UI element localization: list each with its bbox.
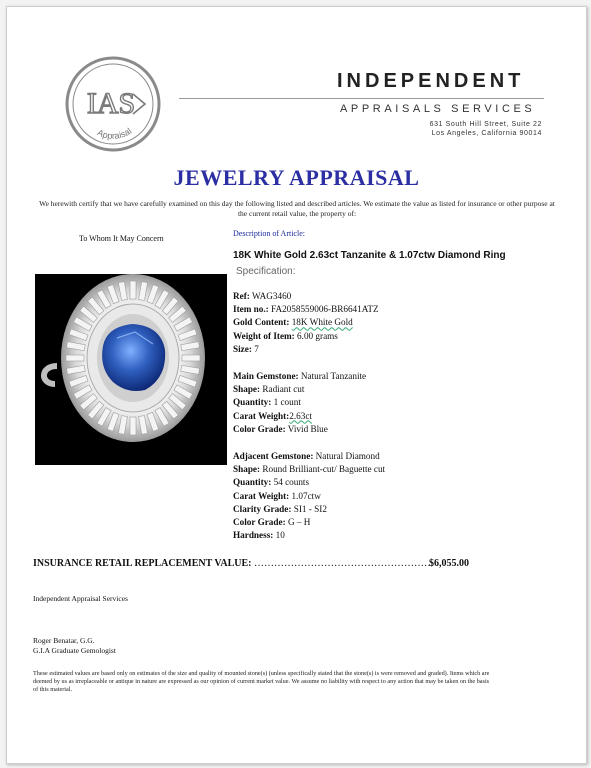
signer-title: G.I.A Graduate Gemologist	[33, 646, 116, 655]
main-quantity-line: Quantity: 1 count	[233, 397, 301, 408]
signer-name: Roger Benatar, G.G.	[33, 636, 95, 645]
header-divider	[179, 98, 544, 99]
address-line-2: Los Angeles, California 90014	[431, 130, 542, 137]
company-footer: Independent Appraisal Services	[33, 594, 128, 603]
adjacent-hardness-line: Hardness: 10	[233, 530, 285, 541]
main-color-line: Color Grade: Vivid Blue	[233, 423, 328, 434]
baguette-diamond	[182, 355, 200, 361]
detail-line-ref: Ref: WAG3460	[233, 291, 292, 301]
adjacent-color-line: Color Grade: G – H	[233, 517, 311, 528]
address-line-1: 631 South Hill Street, Suite 22	[429, 121, 542, 128]
specification-label: Specification:	[236, 266, 296, 277]
main-carat-line: Carat Weight:2.63ct	[233, 410, 312, 421]
adjacent-clarity-line: Clarity Grade: SI1 - SI2	[233, 503, 327, 514]
certification-text: We herewith certify that we have carefully examined on this day the following listed and described articles. We estimate the value as listed for insurance or other purpose at the current retail value, the property of:	[39, 199, 555, 218]
company-name: INDEPENDENT	[337, 70, 525, 92]
logo-monogram: IAS	[86, 87, 136, 120]
main-shape-line: Shape: Radiant cut	[233, 384, 305, 395]
logo-ring-text: Appraisal	[95, 125, 134, 141]
addressee: To Whom It May Concern	[79, 234, 164, 243]
adjacent-gemstone-line: Adjacent Gemstone: Natural Diamond	[233, 451, 380, 461]
description-label: Description of Article:	[233, 229, 305, 238]
insurance-value: $6,055.00	[429, 558, 469, 569]
company-subtitle: APPRAISALS SERVICES	[340, 103, 536, 115]
ring-photo	[35, 274, 227, 465]
ias-logo	[65, 56, 161, 152]
detail-line-item-no: Item no.: FA2058559006-BR6641ATZ	[233, 304, 379, 315]
disclaimer: These estimated values are based only on estimates of the size and quality of mounted stone(s) (unless specifically stated that the stone(s) is were removed and graded). Items which are deemed by us as irreplaceable or antique in nature are expressed as our opinion of current market value. We assume no liability with respect to any action that may be taken on the basis of this material.	[33, 670, 490, 693]
baguette-diamond	[130, 281, 136, 299]
baguette-diamond	[66, 355, 84, 361]
adjacent-gemstone-details	[233, 450, 385, 542]
item-title: 18K White Gold 2.63ct Tanzanite & 1.07ctw Diamond Ring	[233, 250, 506, 261]
adjacent-carat-line: Carat Weight: 1.07ctw	[233, 490, 321, 501]
main-gemstone-details	[233, 370, 366, 436]
appraisal-document	[6, 6, 587, 764]
signature-block	[33, 636, 116, 656]
adjacent-shape-line: Shape: Round Brilliant-cut/ Baguette cut	[233, 464, 386, 475]
detail-line-gold-content: Gold Content: 18K White Gold	[233, 317, 353, 328]
detail-line-size: Size: 7	[233, 343, 259, 354]
item-details	[233, 290, 379, 356]
adjacent-quantity-line: Quantity: 54 counts	[233, 477, 310, 488]
main-gemstone-line: Main Gemstone: Natural Tanzanite	[233, 371, 367, 381]
insurance-value-label: INSURANCE RETAIL REPLACEMENT VALUE: ………………………………………………	[33, 558, 434, 569]
document-title: JEWELRY APPRAISAL	[173, 165, 420, 190]
baguette-diamond	[130, 417, 136, 435]
detail-line-weight: Weight of Item: 6.00 grams	[233, 330, 338, 341]
